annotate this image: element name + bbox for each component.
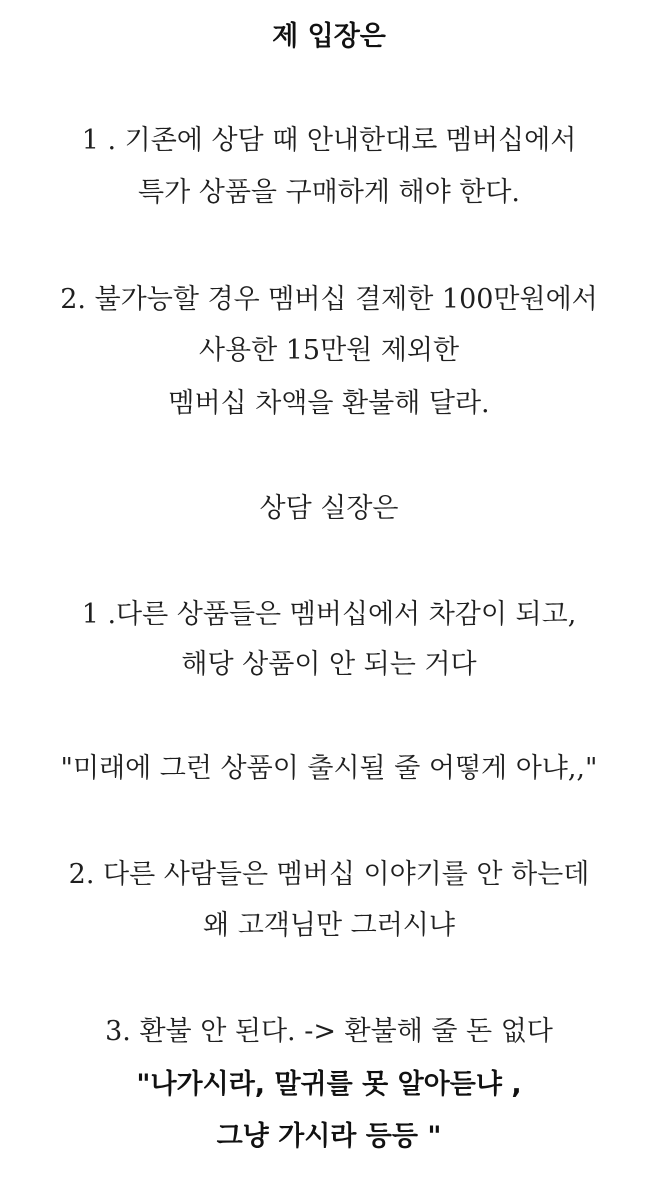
my-point-2-line-1: 2. 불가능할 경우 멤버십 결제한 100만원에서 xyxy=(60,284,598,315)
manager-point-3-line-3: 그냥 가시라 등등 " xyxy=(216,1121,442,1152)
manager-point-3-line-1: 3. 환불 안 된다. -> 환불해 줄 돈 없다 xyxy=(105,1016,553,1047)
my-point-2-line-2: 사용한 15만원 제외한 xyxy=(198,335,460,366)
my-point-1-line-2: 특가 상품을 구매하게 해야 한다. xyxy=(138,177,520,208)
manager-point-1-line-1: 1 .다른 상품들은 멤버십에서 차감이 되고, xyxy=(81,599,577,630)
manager-point-2-line-2: 왜 고객님만 그러시냐 xyxy=(203,910,455,941)
manager-point-2-line-1: 2. 다른 사람들은 멤버십 이야기를 안 하는데 xyxy=(68,859,590,890)
manager-point-1-line-2: 해당 상품이 안 되는 거다 xyxy=(181,649,477,680)
my-point-2-line-3: 멤버십 차액을 환불해 달라. xyxy=(168,388,490,419)
manager-quote: "미래에 그런 상품이 출시될 줄 어떻게 아냐,," xyxy=(60,753,598,784)
manager-position-heading: 상담 실장은 xyxy=(259,493,399,524)
my-point-1-line-1: 1 . 기존에 상담 때 안내한대로 멤버십에서 xyxy=(81,125,577,156)
my-position-heading: 제 입장은 xyxy=(272,21,386,52)
manager-point-3-line-2: "나가시라, 말귀를 못 알아듣냐 , xyxy=(136,1069,522,1100)
